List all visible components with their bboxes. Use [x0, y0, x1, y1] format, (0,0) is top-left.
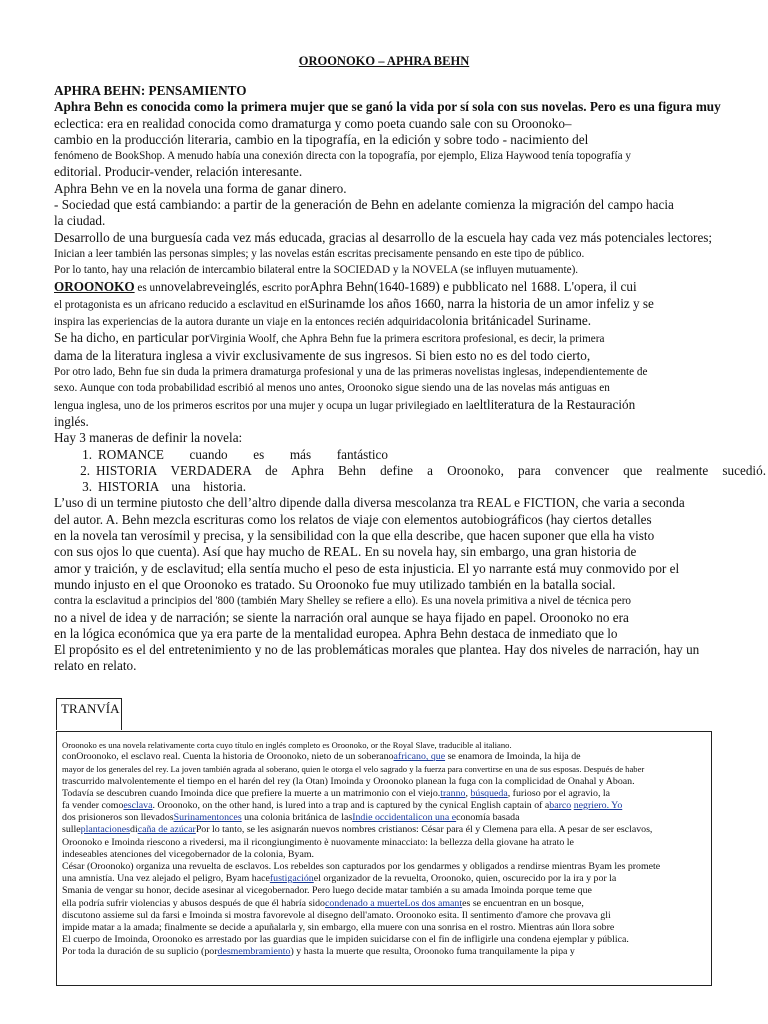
text-line: cambio en la producción literaria, cambio en la tipografía, en la edición y sobre todo - nacimiento del — [54, 131, 589, 147]
text-run: Por lo tanto, se les asignarán nuevos nombres cristianos: César para él y Clemena para ella. A pesar de ser esclavos, — [195, 824, 653, 836]
list-text: HISTORIA VERDADERA de Aphra Behn define a Oroonoko, para convencer que realmente sucedió. — [96, 462, 766, 478]
table-header-cell: TRANVÍA — [56, 698, 122, 730]
table-text-line — [62, 812, 706, 824]
text-run: ) y hasta la muerte que resulta, Oroonoko fuma tranquilamente la pipa y — [290, 946, 575, 958]
text-run: Oroonoko e Imoinda riescono a rivedersi, ma il ricongiungimento è nuovamente minacciato: la bellezza della giovane ha atrato le — [62, 836, 574, 848]
text-run: se enamora de Imoinda, la hija de — [445, 751, 581, 763]
text-run: El cuerpo de Imoinda, Oroonoko es arrestado por las guardias que le impiden suicidarse con el fin de infligirle una condena ejemplar y pública. — [62, 934, 629, 946]
text-line: del autor. A. Behn mezcla escrituras como los relatos de viaje con elementos autobiográficos (hay ciertos detalles — [54, 511, 652, 527]
text-line: Por otro lado, Behn fue sin duda la primera dramaturga profesional y una de las primeras novelistas inglesas, independientemente de — [54, 366, 648, 379]
inline-link[interactable]: negriero. Yo — [573, 800, 623, 812]
text-line: inglés. — [54, 413, 89, 429]
inline-link[interactable]: esclava — [123, 800, 153, 812]
text-line: Desarrollo de una burguesía cada vez más educada, gracias al desarrollo de la escuela hay cada vez más potenciales lectores; — [54, 229, 713, 245]
text-run: inspira las experiencias de la autora durante un viaje en la entonces recién adquirida — [54, 316, 430, 329]
paragraph-block-a — [54, 99, 766, 278]
table-text-line — [62, 824, 706, 836]
text-run: una colonia británica de las — [241, 812, 353, 824]
text-line: en la novela tan verosímil y precisa, y la sensibilidad con la que ella describe, que hacen suponer que ella ha visto — [54, 528, 655, 544]
text-run: eltliteratura de la Restauración — [473, 396, 636, 412]
text-line: relato en relato. — [54, 658, 137, 674]
text-line: Aphra Behn ve en la novela una forma de ganar dinero. — [54, 180, 347, 196]
text-line: fenómeno de BookShop. A menudo había una conexión directa con la topografía, por ejemplo, Eliza Haywood tenía topografía y — [54, 150, 631, 163]
text-line: en la lógica económica que ya era parte de la mentalidad europea. Aphra Behn destaca de inmediato que lo — [54, 625, 618, 641]
document-title: OROONOKO – APHRA BEHN — [298, 54, 470, 68]
list-item — [54, 447, 766, 463]
paragraph-block-b — [54, 296, 766, 447]
text-line: sexo. Aunque con toda probabilidad escribió al menos uno antes, Oroonoko sigue siendo una de las novelas más antiguas en — [54, 382, 610, 395]
table-text-line — [62, 861, 706, 873]
text-line: la ciudad. — [54, 213, 106, 229]
inline-link[interactable]: Surinam — [173, 812, 208, 824]
table-text-line — [62, 849, 706, 861]
text-run: fa vender como — [62, 800, 124, 812]
text-run: el organizador de la revuelta, Oroonoko, quien, oscurecido por la ira y por la — [313, 873, 617, 885]
table-text-line — [62, 946, 706, 958]
inline-link[interactable]: barco — [549, 800, 572, 812]
table-text-line — [62, 788, 706, 800]
table-text-line — [62, 898, 706, 910]
list-item — [54, 463, 766, 479]
text-line: no a nivel de idea y de narración; se siente la narración oral aunque se haya fijado en papel. Oroonoko no era — [54, 609, 629, 625]
text-line: Inician a leer también las personas simples; y las novelas están escritas precisamente pensando en este tipo de público. — [54, 247, 585, 260]
text-run: , furioso por el agravio, la — [507, 787, 611, 799]
text-line: L’uso di un termine piutosto che dell’altro dipende dalla diversa mescolanza tra REAL e FICTION, che varia a seconda — [54, 495, 685, 511]
table-text-line — [62, 910, 706, 922]
text-run: Virginia Woolf, che Aphra Behn fue la primera escritora profesional, es decir, la primera — [209, 333, 605, 346]
text-line: El propósito es el del entretenimiento y no de las problemáticas morales que plantea. Hay dos niveles de narración, hay un — [54, 642, 700, 658]
text-run: César (Oroonoko) organiza una revuelta de esclavos. Los rebeldes son capturados por los gendarmes y obligados a rendirse mientras Byam les promete — [62, 861, 661, 873]
text-line — [54, 330, 766, 347]
text-line: mundo injusto en el que Oroonoko es tratado. Su Oroonoko fue muy utilizado también en la batalla social. — [54, 576, 616, 592]
text-line: amor y traición, y de esclavitud; ella sentía mucho el peso de esta injusticia. El yo narrante está muy conmovido por el — [54, 560, 680, 576]
text-run: discutono assieme sul da farsi e Imoinda si mostra favorevole al disegno dell'amato. Oroonoko esita. Il sentimento d'amore che provava gli — [62, 909, 611, 921]
oroonoko-line — [54, 279, 766, 296]
list-number: 1. — [82, 446, 92, 462]
text-run: Surinamde los años 1660, narra la historia de un amor infeliz y se — [307, 295, 654, 311]
text-line: contra la esclavitud a principios del '800 (también Mary Shelley se refiere a ello). Es una novela primitiva a nivel de técnica pero — [54, 595, 632, 608]
table-text-line — [62, 776, 706, 788]
document-body — [54, 83, 766, 675]
inline-link[interactable]: plantaciones — [80, 824, 131, 836]
oroonoko-word: OROONOKO — [54, 278, 135, 294]
text-run: , — [465, 787, 471, 799]
inline-link[interactable]: africano, que — [393, 751, 446, 763]
text-line: dama de la literatura inglesa a vivir exclusivamente de sus ingresos. Si bien esto no es del todo cierto, — [54, 347, 591, 363]
inline-link[interactable]: condenado a muerte — [325, 897, 405, 909]
table-text-line — [62, 885, 706, 897]
table-text-line — [62, 837, 706, 849]
text-run: lengua inglesa, uno de los primeros escritos por una mujer y ocupa un lugar privilegiado en la — [54, 399, 474, 412]
text-run: conOroonoko, el esclavo real. Cuenta la historia de Oroonoko, nieto de un soberano — [62, 751, 394, 763]
text-run: dos prisioneros son llevados — [62, 812, 174, 824]
inline-link[interactable]: entonces — [207, 812, 242, 824]
text-line: Por lo tanto, hay una relación de intercambio bilateral entre la SOCIEDAD y la NOVELA (se influyen mutuamente). — [54, 264, 579, 277]
text-run: novelabreveinglés — [160, 278, 257, 294]
text-run: di — [130, 824, 138, 836]
paragraph-block-c — [54, 495, 766, 674]
text-line: eclectica: era en realidad conocida como dramaturga y como poeta cuando sale con su Oroonoko– — [54, 115, 572, 131]
inline-link[interactable]: con una e — [418, 812, 457, 824]
text-run: conomía basada — [456, 812, 520, 824]
table-text-line — [62, 751, 706, 763]
inline-link[interactable]: tranno — [440, 787, 466, 799]
list-item — [54, 479, 766, 495]
inline-link[interactable]: Los dos amant — [404, 897, 463, 909]
section-heading: APHRA BEHN: PENSAMIENTO — [54, 83, 247, 98]
inline-link[interactable]: caña de azúcar — [137, 824, 196, 836]
text-run: una amnistía. Una vez alejado el peligro, Byam hace — [62, 873, 270, 885]
text-line: Hay 3 maneras de definir la novela: — [54, 430, 243, 446]
text-run: , escrito por — [256, 281, 310, 294]
inline-link[interactable]: desmembramiento — [217, 946, 291, 958]
text-run: Smania de vengar su honor, decide asesinar al vicegobernador. Pero luego decide matar también a su amada Imoinda porque teme que — [62, 885, 592, 897]
inline-link[interactable]: Indie occidentali — [352, 812, 419, 824]
table-text-line — [62, 934, 706, 946]
table-text-line — [62, 800, 706, 812]
text-line — [54, 296, 766, 313]
text-run: Oroonoko es una novela relativamente corta cuyo título en inglés completo es Oroonoko, or the Royal Slave, traducible al italiano. — [62, 740, 512, 750]
list-number: 2. — [80, 462, 90, 478]
text-run: es un — [134, 281, 161, 294]
text-run: el protagonista es un africano reducido a esclavitud en el — [54, 298, 308, 311]
text-line: Aphra Behn es conocida como la primera mujer que se ganó la vida por sí sola con sus novelas. Pero es una figura muy — [54, 99, 721, 115]
text-line — [54, 313, 766, 330]
list-text: ROMANCE cuando es más fantástico — [98, 446, 388, 462]
text-run: Aphra Behn(1640-1689) e pubblicato nel 1688. L'opera, il cui — [309, 278, 637, 294]
text-run: . Oroonoko, on the other hand, is lured into a trap and is captured by the cynical English captain of a — [152, 800, 550, 812]
text-run: Todavía se descubren cuando Imoinda dice que prefiere la muerte a un matrimonio con el viejo. — [62, 787, 441, 799]
definition-list — [54, 447, 766, 496]
text-run: indeseables atenciones del vicegobernador de la colonia, Byam. — [62, 848, 314, 860]
table-text-line — [62, 873, 706, 885]
text-run: sulle — [62, 824, 81, 836]
text-run: es se encuentran en un bosque, — [462, 897, 584, 909]
text-line: editorial. Producir-vender, relación interesante. — [54, 164, 303, 180]
text-line: - Sociedad que está cambiando: a partir de la generación de Behn en adelante comienza la migración del campo hacia — [54, 197, 674, 213]
text-run: impide matar a la amada; finalmente se decide a apuñalarla y, sin embargo, ella muere con una sonrisa en el rostro. Mientras aún llora sobre — [62, 922, 615, 934]
table-text-line — [62, 763, 706, 775]
text-run: Se ha dicho, en particular por — [54, 330, 210, 346]
summary-table-cell — [56, 731, 712, 986]
text-run: ella podría sufrir violencias y abusos después de que él habría sido — [62, 897, 325, 909]
text-line: con sus ojos lo que cuenta). Así que hay mucho de REAL. En su novela hay, sin embargo, una gran historia de — [54, 544, 637, 560]
text-run: mayor de los generales del rey. La joven también agrada al soberano, quien le otorga el velo sagrado y la fuerza para convertirse en una de sus esposas. Después de haber — [62, 764, 645, 775]
text-run: trascurrido malvolentemente el tiempo en el harén del rey (la Otan) Imoinda y Oroonoko planean la fuga con la complicidad de Onahal y Aboan. — [62, 775, 635, 787]
text-line — [54, 397, 766, 414]
inline-link[interactable]: fustigación — [269, 873, 314, 885]
text-run: Por toda la duración de su suplicio (por — [62, 946, 218, 958]
text-run: colonia británicadel Suriname. — [429, 313, 592, 329]
list-number: 3. — [82, 479, 92, 495]
table-text-line — [62, 922, 706, 934]
table-text-line — [62, 739, 706, 751]
list-text: HISTORIA una historia. — [98, 479, 246, 495]
inline-link[interactable]: búsqueda — [470, 787, 508, 799]
